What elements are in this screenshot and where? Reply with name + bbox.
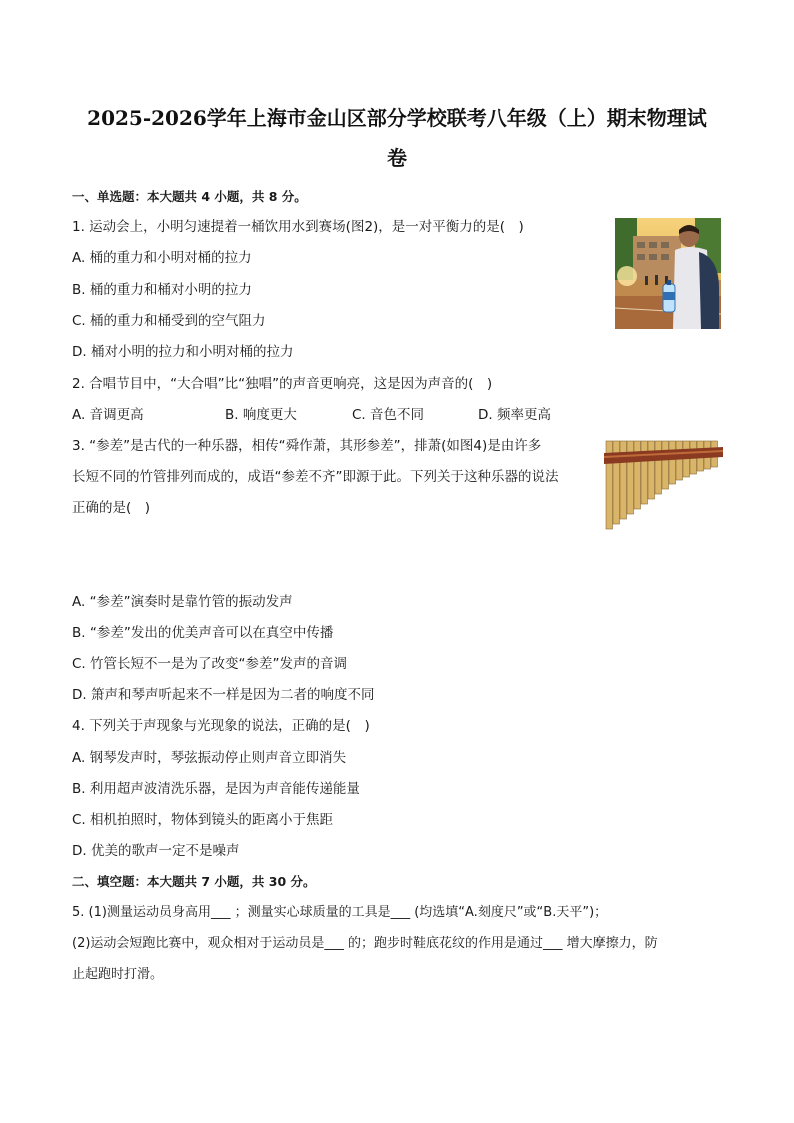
exam-title-continued: 卷 [387, 146, 407, 170]
question-1-option-c: C. 桶的重力和桶受到的空气阻力 [72, 313, 266, 329]
question-2-stem: 2. 合唱节目中，“大合唱”比“独唱”的声音更响亮，这是因为声音的( ) [72, 376, 493, 392]
question-5-line-2: (2)运动会短跑比赛中，观众相对于运动员是___ 的；跑步时鞋底花纹的作用是通过___ 增大摩擦力，防 [72, 936, 658, 951]
question-2-option-d: D. 频率更高 [478, 407, 551, 423]
question-2-option-c: C. 音色不同 [352, 407, 425, 423]
question-2-option-a: A. 音调更高 [72, 407, 144, 423]
question-4-stem: 4. 下列关于声现象与光现象的说法，正确的是( ) [72, 718, 370, 734]
section-heading-single-choice: 一、单选题：本大题共 4 小题，共 8 分。 [72, 189, 307, 204]
question-3-option-d: D. 箫声和琴声听起来不一样是因为二者的响度不同 [72, 687, 375, 703]
question-5-line-1: 5. (1)测量运动员身高用___ ；测量实心球质量的工具是___ (均选填“A.刻度尺”或“B.天平”)； [72, 905, 608, 920]
question-4-option-b: B. 利用超声波清洗乐器，是因为声音能传递能量 [72, 781, 360, 797]
question-3-option-b: B. “参差”发出的优美声音可以在真空中传播 [72, 625, 334, 641]
question-3-stem-line-2: 长短不同的竹管排列而成的，成语“参差不齐”即源于此。下列关于这种乐器的说法 [72, 469, 559, 485]
question-1-option-b: B. 桶的重力和桶对小明的拉力 [72, 282, 252, 298]
section-heading-fill-in: 二、填空题：本大题共 7 小题，共 30 分。 [72, 874, 316, 889]
figure-2-student-carrying-water [615, 218, 721, 329]
question-2-option-b: B. 响度更大 [225, 407, 297, 423]
question-4-option-d: D. 优美的歌声一定不是噪声 [72, 843, 240, 859]
question-1-option-d: D. 桶对小明的拉力和小明对桶的拉力 [72, 344, 294, 360]
question-1-option-a: A. 桶的重力和小明对桶的拉力 [72, 250, 252, 266]
question-3-option-c: C. 竹管长短不一是为了改变“参差”发声的音调 [72, 656, 347, 672]
question-3-stem-line-3: 正确的是( ) [72, 500, 151, 516]
figure-4-pan-flute [604, 437, 723, 531]
question-5-line-3: 止起跑时打滑。 [72, 967, 164, 982]
question-1-stem: 1. 运动会上，小明匀速提着一桶饮用水到赛场(图2)，是一对平衡力的是( ) [72, 219, 524, 235]
question-3-stem-line-1: 3. “参差”是古代的一种乐器，相传“舜作萧，其形参差”，排萧(如图4)是由许多 [72, 438, 542, 454]
question-4-option-a: A. 钢琴发声时，琴弦振动停止则声音立即消失 [72, 750, 347, 766]
question-4-option-c: C. 相机拍照时，物体到镜头的距离小于焦距 [72, 812, 334, 828]
question-3-option-a: A. “参差”演奏时是靠竹管的振动发声 [72, 594, 293, 610]
exam-title: 2025-2026学年上海市金山区部分学校联考八年级（上）期末物理试 [87, 106, 707, 130]
